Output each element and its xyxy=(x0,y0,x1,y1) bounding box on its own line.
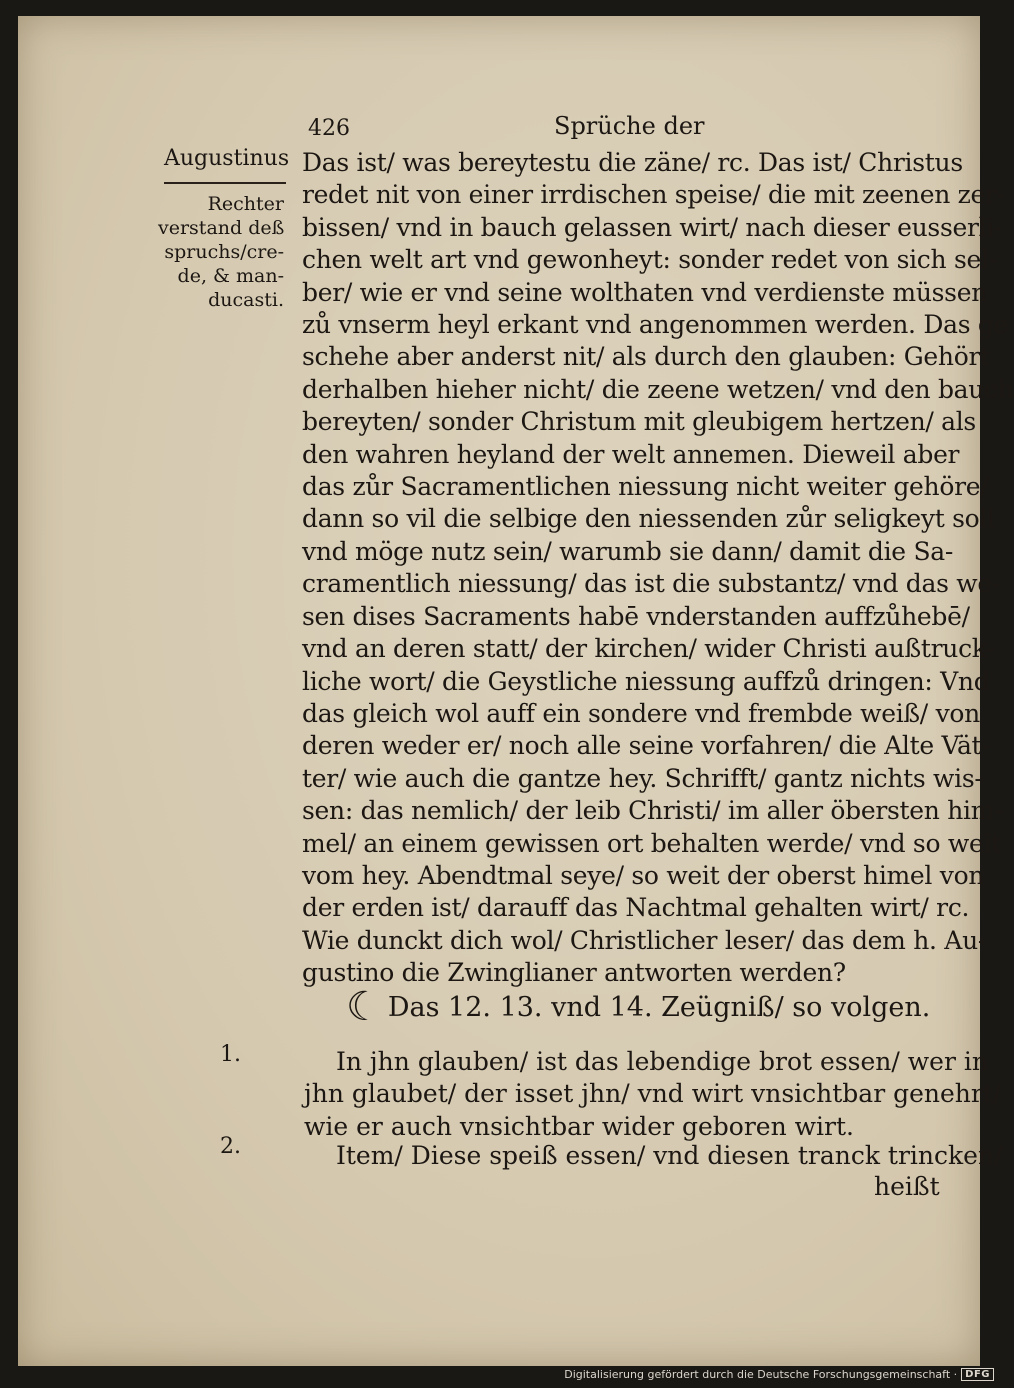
text-line: bissen/ vnd in bauch gelassen wirt/ nach dieser eusserli- xyxy=(302,212,1003,242)
text-line: sen dises Sacraments habē vnderstanden auffzůhebē/ xyxy=(302,601,970,631)
text-line: der erden ist/ darauff das Nachtmal gehalten wirt/ rc. xyxy=(302,893,970,923)
text-line: vnd an deren statt/ der kirchen/ wider Christi außtruck- xyxy=(302,634,995,664)
catchword: heißt xyxy=(874,1172,940,1201)
text-line: ter/ wie auch die gantze hey. Schrifft/ gantz nichts wis- xyxy=(302,763,983,793)
quote-line: wie er auch vnsichtbar wider geboren wirt. xyxy=(304,1111,854,1141)
margin-note-line: de, & man- xyxy=(177,265,284,287)
margin-rule-divider xyxy=(164,182,286,184)
margin-author-name: Augustinus xyxy=(164,146,290,171)
text-line: zů vnserm heyl erkant vnd angenommen werden. Das ge xyxy=(302,310,1009,340)
running-head: Sprüche der xyxy=(554,112,705,140)
margin-note xyxy=(158,192,284,312)
text-line: cramentlich niessung/ das ist die substantz/ vnd das we- xyxy=(302,569,1001,599)
page-number: 426 xyxy=(308,116,350,141)
text-line: schehe aber anderst nit/ als durch den glauben: Gehört xyxy=(302,342,990,372)
text-line: das zůr Sacramentlichen niessung nicht weiter gehöre/ xyxy=(302,472,989,502)
text-line: mel/ an einem gewissen ort behalten werde/ vnd so weit xyxy=(302,828,1001,858)
main-text-block xyxy=(302,147,1014,990)
pilcrow-icon: ☾ xyxy=(346,984,382,1030)
digitization-credit xyxy=(564,1364,994,1384)
text-line: deren weder er/ noch alle seine vorfahren/ die Alte Vät- xyxy=(302,731,990,761)
credit-text: Digitalisierung gefördert durch die Deutsche Forschungsgemeinschaft · xyxy=(564,1367,958,1381)
margin-note-line: Rechter xyxy=(207,193,284,215)
text-line: ber/ wie er vnd seine wolthaten vnd verdienste müssen xyxy=(302,277,987,307)
text-line: Das ist/ was bereytestu die zäne/ rc. Das ist/ Christus xyxy=(302,148,963,177)
dfg-logo: DFG xyxy=(961,1368,994,1381)
text-line: redet nit von einer irrdischen speise/ die mit zeenen zer- xyxy=(302,180,1005,210)
text-line: derhalben hieher nicht/ die zeene wetzen/ vnd den bauch xyxy=(302,374,1014,404)
quote-line: Item/ Diese speiß essen/ vnd diesen tranck trincken/ xyxy=(336,1141,1003,1170)
quote-line: In jhn glauben/ ist das lebendige brot essen/ wer in xyxy=(336,1047,988,1076)
section-heading-text: Das 12. 13. vnd 14. Zeügniß/ so volgen. xyxy=(387,992,931,1023)
margin-note-line: verstand deß xyxy=(158,217,285,239)
text-line: vom hey. Abendtmal seye/ so weit der oberst himel von xyxy=(302,860,985,890)
text-line: Wie dunckt dich wol/ Christlicher leser/ das dem h. Au- xyxy=(302,925,987,955)
quote-line: jhn glaubet/ der isset jhn/ vnd wirt vnsichtbar genehrt/ xyxy=(304,1079,1002,1109)
book-page xyxy=(18,16,1014,1366)
quote-number: 2. xyxy=(220,1134,241,1159)
text-line: sen: das nemlich/ der leib Christi/ im aller öbersten him- xyxy=(302,796,1003,826)
text-line: dann so vil die selbige den niessenden zůr seligkeyt soll xyxy=(302,504,995,534)
quote-block xyxy=(304,1140,1003,1172)
text-line: das gleich wol auff ein sondere vnd frembde weiß/ von xyxy=(302,698,980,728)
text-line: liche wort/ die Geystliche niessung auffzů dringen: Vnd xyxy=(302,666,990,696)
quote-block xyxy=(304,1046,1002,1143)
margin-note-line: ducasti. xyxy=(208,289,284,311)
text-line: vnd möge nutz sein/ warumb sie dann/ damit die Sa- xyxy=(302,536,954,566)
text-line: gustino die Zwinglianer antworten werden? xyxy=(302,958,846,988)
text-line: den wahren heyland der welt annemen. Dieweil aber xyxy=(302,439,960,469)
quote-number: 1. xyxy=(220,1042,241,1067)
margin-note-line: spruchs/cre- xyxy=(164,241,284,263)
text-line: bereyten/ sonder Christum mit gleubigem hertzen/ als xyxy=(302,407,976,437)
section-heading xyxy=(346,984,930,1030)
text-line: chen welt art vnd gewonheyt: sonder redet von sich sel- xyxy=(302,245,997,275)
